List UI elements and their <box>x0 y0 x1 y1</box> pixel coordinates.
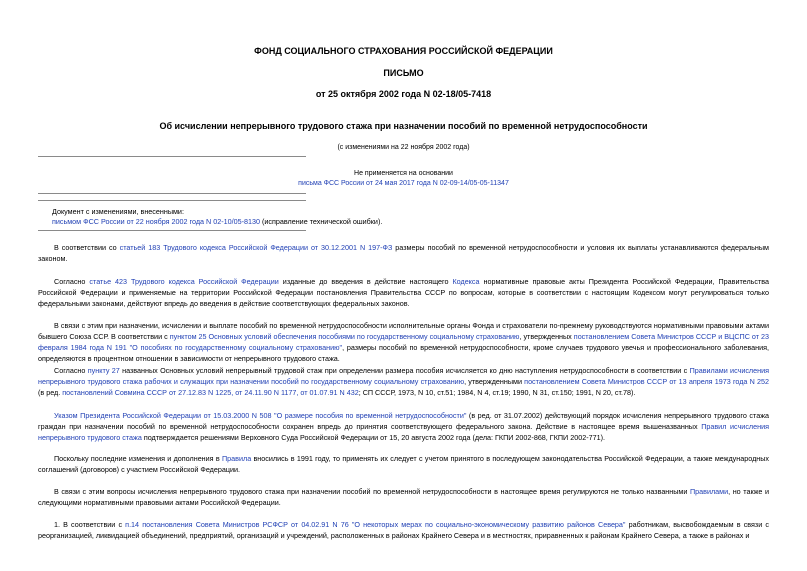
divider <box>38 200 306 201</box>
document-title: Об исчислении непрерывного трудового стажа при назначении пособий по временной нетрудоспособности <box>159 121 648 131</box>
paragraph-link[interactable]: постановлением Совета Министров СССР и ВЦСПС от 23 февраля 1984 года N 191 "О пособиях по государственному социальному страхованию" <box>38 332 770 352</box>
not-applied-label: Не применяется на основании <box>354 170 453 177</box>
paragraph-text: , утвержденных <box>519 332 574 341</box>
paragraph-link[interactable]: Правила <box>222 454 252 463</box>
paragraph-text: 1. В соответствии с <box>54 520 126 529</box>
paragraph-link[interactable]: постановлений Совмина СССР от 27.12.83 N 1225, от 24.11.90 N 1177, от 01.07.91 N 432 <box>62 388 359 397</box>
paragraph-link[interactable]: Правил исчисления непрерывного трудового стажа <box>38 422 769 442</box>
paragraph <box>38 320 769 364</box>
paragraph-link[interactable]: статье 423 Трудового кодекса Российской Федерации <box>89 277 279 286</box>
paragraph-text: , утвержденными <box>464 377 525 386</box>
document-date-number: от 25 октября 2002 года N 02-18/05-7418 <box>315 89 492 99</box>
paragraph <box>38 276 769 309</box>
paragraph-text: Согласно <box>54 366 88 375</box>
issuer-org: ФОНД СОЦИАЛЬНОГО СТРАХОВАНИЯ РОССИЙСКОЙ ФЕДЕРАЦИИ <box>254 46 553 56</box>
changes-note: (с изменениями на 22 ноября 2002 года) <box>337 144 470 151</box>
paragraph-text: В связи с этим при назначении, исчислении и выплате пособий по временной нетрудоспособности исполнительные органы Фонда и страхователи по-прежнему руководствуются нормативными правовыми актами бывшего Союза ССР. В соответствии с <box>38 321 769 341</box>
paragraph-text: (в ред. <box>38 388 63 397</box>
paragraph-text: размеры пособий по временной нетрудоспособности и условия их выплаты устанавливаются федеральным законом. <box>38 243 770 263</box>
paragraph-text: названных Основных условий непрерывный трудовой стаж при определении размера пособия исчисляется ко дню наступления нетрудоспособности в соответствии с <box>119 366 690 375</box>
paragraph <box>38 519 769 541</box>
paragraph-link[interactable]: статьей 183 Трудового кодекса Российской Федерации от 30.12.2001 N 197-ФЗ <box>119 243 393 252</box>
document-type: ПИСЬМО <box>383 68 424 78</box>
paragraph-text: В соответствии со <box>54 243 120 252</box>
paragraph <box>38 486 769 508</box>
paragraph-text: Поскольку последние изменения и дополнения в <box>54 454 222 463</box>
paragraph <box>38 453 769 475</box>
paragraph-text: ; СП СССР, 1973, N 10, ст.51; 1984, N 4, ст.19; 1990, N 31, ст.150; 1991, N 20, ст.78). <box>358 388 636 397</box>
paragraph-text: вносились в 1991 году, то применять их следует с учетом принятого в последующем законодательства Российской Федерации, а также международных соглашений (договоров) с участием Российской Федерации. <box>38 454 770 474</box>
paragraph-link[interactable]: пункту 27 <box>87 366 120 375</box>
changes-doc-label: Документ с изменениями, внесенными: <box>52 207 184 216</box>
paragraph-link[interactable]: постановлением Совета Министров СССР от 13 апреля 1973 года N 252 <box>524 377 770 386</box>
paragraph-link[interactable]: Кодекса <box>452 277 480 286</box>
paragraph-text: работникам, высвобождаемым в связи с реорганизацией, ликвидацией объединений, предприятий, организаций и учреждений, расположенных в районах Крайнего Севера и в местностях, приравненных к районам Крайнего Севера, а также в районах и <box>38 520 769 540</box>
paragraph-text: изданные до введения в действие настоящего <box>278 277 453 286</box>
changes-doc-suffix: (исправление технической ошибки). <box>259 217 383 226</box>
paragraph-link[interactable]: Указом Президента Российской Федерации от 15.03.2000 N 508 "О размере пособия по временной нетрудоспособности" <box>54 411 467 420</box>
paragraph-text: , но также и следующими нормативными правовыми актами Российской Федерации. <box>38 487 770 507</box>
paragraph-link[interactable]: пунктом 25 Основных условий обеспечения пособиями по государственному социальному страхованию <box>169 332 520 341</box>
changes-doc-line <box>52 217 382 226</box>
divider <box>38 156 306 157</box>
paragraph-text: нормативные правовые акты Президента Российской Федерации, Правительства Российской Федерации и применяемые на территории Российской Федерации постановления Правительства СССР по вопросам, которые в соответствии с настоящим Кодексом могут регулироваться только федеральными законами, действуют впредь до введения в действие соответствующих федеральных законов. <box>38 277 769 308</box>
paragraph <box>38 410 769 443</box>
paragraph-text: (в ред. от 31.07.2002) действующий порядок исчисления непрерывного трудового стажа граждан при назначении пособий по временной нетрудоспособности сохранен впредь до принятия соответствующего федерального закона. Действие в настоящее время вышеназванных <box>38 411 769 431</box>
paragraph-link[interactable]: п.14 постановления Совета Министров РСФСР от 04.02.91 N 76 "О некоторых мерах по социально-экономическому развитию районов Севера" <box>125 520 626 529</box>
paragraph-text: Согласно <box>54 277 90 286</box>
paragraph-text: В связи с этим вопросы исчисления непрерывного трудового стажа при назначении пособий по временной нетрудоспособности в настоящее время регулируются не только названными <box>54 487 690 496</box>
paragraph <box>38 242 769 264</box>
paragraph-text: подтверждается решениями Верховного Суда Российской Федерации от 15, 20 августа 2002 года (дела: ГКПИ 2002-868, ГКПИ 2002-771). <box>141 433 605 442</box>
paragraph-link[interactable]: Правилами исчисления непрерывного трудового стажа рабочих и служащих при назначении пособий по государственному социальному страхованию <box>38 366 770 386</box>
changes-doc-link[interactable]: письмом ФСС России от 22 ноября 2002 года N 02-10/05-8130 <box>52 217 260 226</box>
not-applied-link[interactable]: письма ФСС России от 24 мая 2017 года N 02-09-14/05-05-11347 <box>298 180 509 187</box>
divider <box>38 193 306 194</box>
paragraph-link[interactable]: Правилами <box>689 487 729 496</box>
divider <box>38 230 306 231</box>
paragraph <box>38 365 769 398</box>
paragraph-text: , размеры пособий по временной нетрудоспособности, кроме случаев трудового увечья и профессионального заболевания, определяются в процентном отношении в зависимости от непрерывного трудового стажа. <box>38 343 769 363</box>
